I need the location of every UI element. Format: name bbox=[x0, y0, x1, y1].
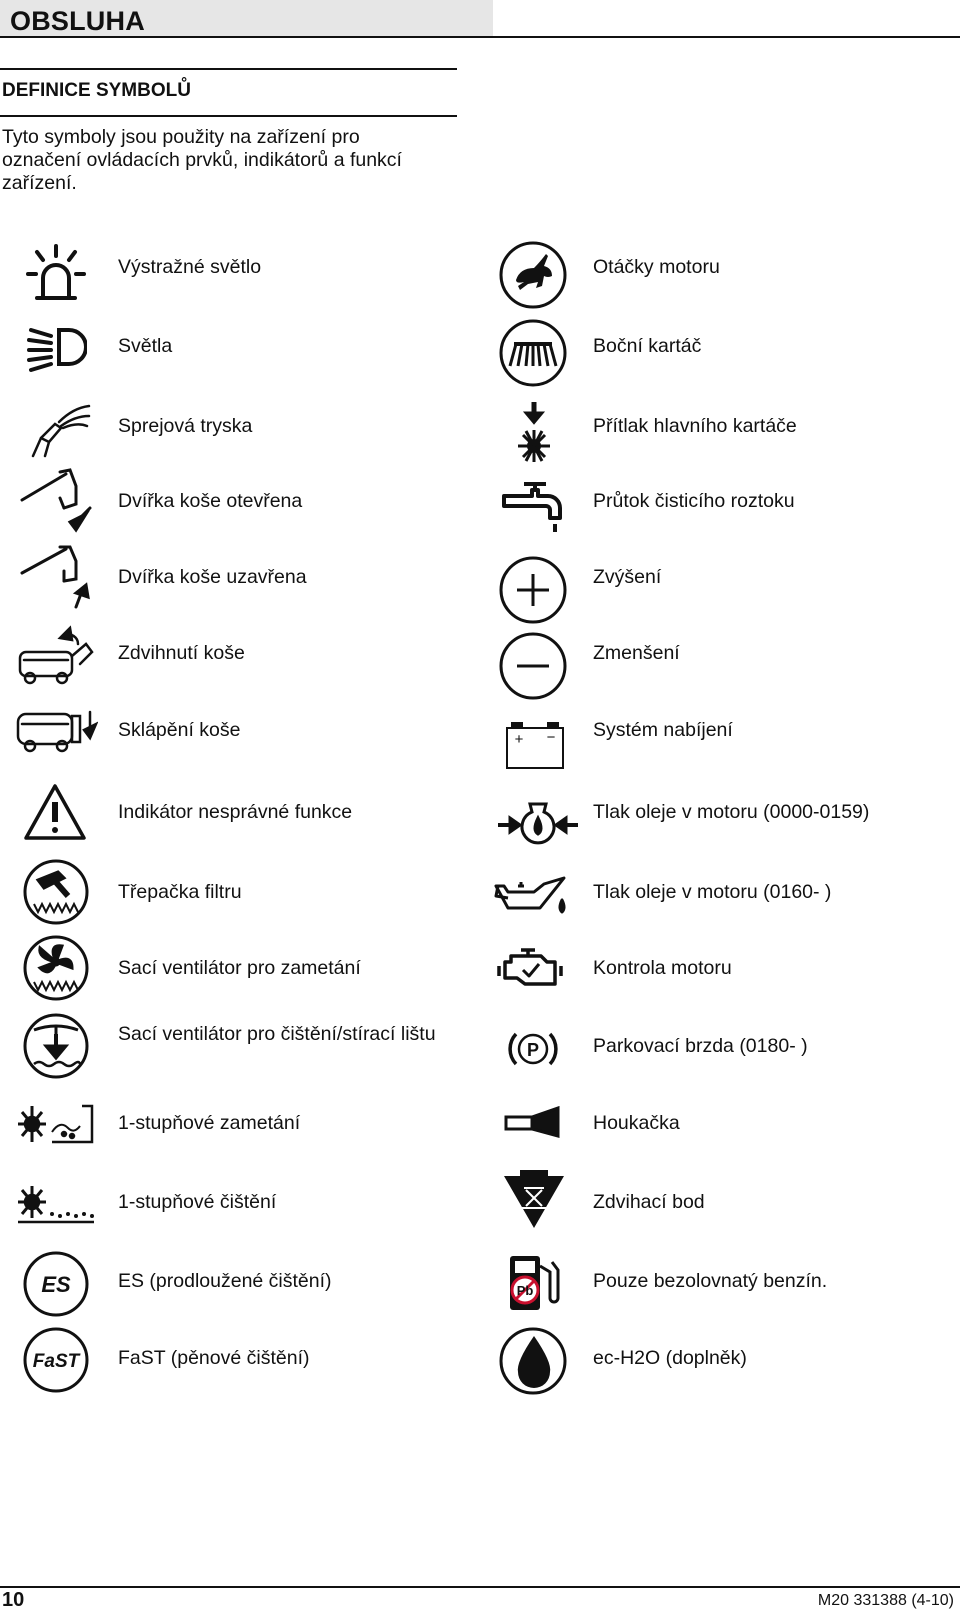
symbol-label: 1-stupňové čištění bbox=[118, 1191, 277, 1213]
symbol-label: Systém nabíjení bbox=[593, 719, 733, 741]
fast-icon-text: FaST bbox=[32, 1351, 80, 1372]
hopper-tilt-icon bbox=[14, 704, 98, 756]
hopper-door-closed-icon bbox=[20, 545, 92, 611]
page-number: 10 bbox=[2, 1589, 25, 1611]
solution-flow-faucet-icon bbox=[502, 478, 566, 536]
symbol-label: Tlak oleje v motoru (0160- ) bbox=[593, 881, 832, 903]
parking-brake-icon bbox=[508, 1026, 558, 1072]
ec-h2o-drop-icon bbox=[498, 1326, 568, 1396]
battery-charging-icon bbox=[505, 720, 565, 770]
symbol-label: Zvýšení bbox=[593, 566, 662, 588]
symbol-label: Zdvihací bod bbox=[593, 1191, 705, 1213]
horn-icon bbox=[504, 1106, 564, 1138]
parking-brake-text: P bbox=[526, 1040, 540, 1060]
battery-plus-text: + bbox=[514, 731, 524, 748]
symbol-label: Zmenšení bbox=[593, 642, 680, 664]
symbol-label: Světla bbox=[118, 335, 173, 357]
hopper-door-open-icon bbox=[20, 468, 92, 536]
symbol-label: ES (prodloužené čištění) bbox=[118, 1270, 332, 1292]
spray-nozzle-icon bbox=[25, 398, 91, 458]
symbol-label: Výstražné světlo bbox=[118, 256, 262, 278]
hopper-raise-icon bbox=[16, 622, 96, 686]
main-brush-pressure-icon bbox=[506, 400, 562, 468]
scrub-vacuum-fan-icon bbox=[22, 1012, 90, 1080]
symbol-label: Dvířka koše otevřena bbox=[118, 490, 303, 512]
symbol-label: Otáčky motoru bbox=[593, 256, 720, 278]
symbol-label: Boční kartáč bbox=[593, 335, 702, 357]
symbol-label: Sklápění koše bbox=[118, 719, 241, 741]
document-code: M20 331388 (4-10) bbox=[817, 1592, 954, 1609]
fast-icon bbox=[22, 1326, 90, 1394]
one-step-scrub-icon bbox=[16, 1182, 96, 1226]
intro-text: Tyto symboly jsou použity na zařízení pro označení ovládacích prvků, indikátorů a funkcí zařízení. bbox=[2, 126, 402, 194]
one-step-sweep-icon bbox=[16, 1102, 96, 1146]
symbol-label: Indikátor nesprávné funkce bbox=[118, 801, 353, 823]
symbol-label: Sací ventilátor pro zametání bbox=[118, 957, 361, 979]
symbol-label: Sprejová tryska bbox=[118, 415, 253, 437]
check-engine-icon bbox=[497, 948, 569, 992]
unleaded-fuel-icon bbox=[506, 1252, 562, 1314]
symbol-label: Tlak oleje v motoru (0000-0159) bbox=[593, 801, 870, 823]
unleaded-fuel-text: Pb bbox=[516, 1283, 534, 1298]
decrease-minus-icon bbox=[498, 632, 568, 700]
symbol-label: ec-H2O (doplněk) bbox=[593, 1347, 747, 1369]
section-rule-bottom bbox=[0, 115, 457, 117]
headlights-icon bbox=[25, 320, 87, 376]
symbol-label: Přítlak hlavního kartáče bbox=[593, 415, 797, 437]
side-brush-icon bbox=[498, 318, 568, 388]
engine-speed-rabbit-icon bbox=[498, 240, 568, 310]
battery-minus-text: − bbox=[546, 729, 556, 746]
filter-shaker-icon bbox=[22, 858, 90, 926]
sweep-vacuum-fan-icon bbox=[22, 934, 90, 1002]
header-rule bbox=[0, 36, 960, 38]
symbol-label: Dvířka koše uzavřena bbox=[118, 566, 307, 588]
section-title: DEFINICE SYMBOLŮ bbox=[2, 80, 191, 101]
symbol-label: Průtok čisticího roztoku bbox=[593, 490, 795, 512]
symbol-label: Pouze bezolovnatý benzín. bbox=[593, 1270, 828, 1292]
increase-plus-icon bbox=[498, 556, 568, 624]
es-icon-text: ES bbox=[41, 1272, 71, 1297]
oil-pressure-arrows-icon bbox=[496, 800, 580, 850]
symbol-label: Parkovací brzda (0180- ) bbox=[593, 1035, 808, 1057]
page-header-title: OBSLUHA bbox=[10, 6, 145, 36]
symbol-label: Zdvihnutí koše bbox=[118, 642, 245, 664]
symbol-label: Třepačka filtru bbox=[118, 881, 242, 903]
symbol-label: FaST (pěnové čištění) bbox=[118, 1347, 310, 1369]
section-rule-top bbox=[0, 68, 457, 70]
symbol-label: Houkačka bbox=[593, 1112, 680, 1134]
footer-rule bbox=[0, 1586, 960, 1588]
warning-beacon-icon bbox=[25, 242, 87, 304]
es-icon bbox=[22, 1250, 90, 1318]
jack-point-icon bbox=[502, 1168, 566, 1230]
symbol-label: 1-stupňové zametání bbox=[118, 1112, 301, 1134]
symbol-label: Sací ventilátor pro čištění/stírací lištu bbox=[118, 1023, 436, 1045]
symbol-label: Kontrola motoru bbox=[593, 957, 732, 979]
oil-can-icon bbox=[494, 872, 576, 918]
malfunction-warning-icon bbox=[22, 782, 88, 842]
